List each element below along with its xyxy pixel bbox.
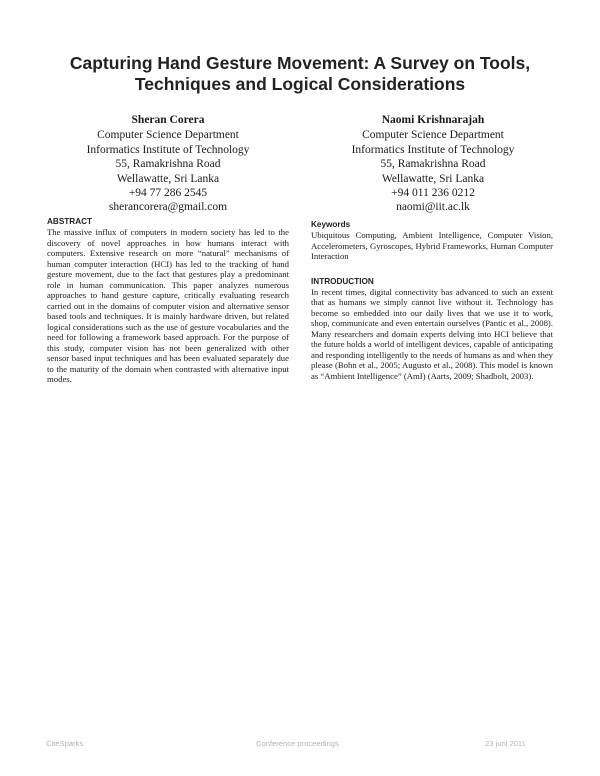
keywords-text: Ubiquitous Computing, Ambient Intelligence, Computer Vision, Accelerometers, Gyroscopes, Hybrid Frameworks, Human Computer Interaction: [311, 230, 553, 261]
author-name: Naomi Krishnarajah: [381, 114, 485, 126]
author-block-2: [313, 113, 553, 215]
paper-title: [40, 53, 560, 95]
author-phone: +94 77 286 2545: [128, 187, 208, 200]
keywords-heading: Keywords: [311, 220, 351, 229]
author-department: Computer Science Department: [97, 129, 239, 142]
left-column: [47, 216, 289, 385]
author-department: Computer Science Department: [362, 129, 504, 142]
author-name: Sheran Corera: [131, 114, 205, 126]
abstract-heading: ABSTRACT: [47, 217, 93, 226]
author-email: sherancorera@gmail.com: [108, 201, 228, 214]
footer-center: Conference proceedings: [256, 739, 339, 748]
author-address: 55, Ramakrishna Road: [380, 158, 486, 171]
footer-left: CiteSparks: [46, 739, 84, 748]
author-institute: Informatics Institute of Technology: [351, 143, 515, 156]
introduction-heading: INTRODUCTION: [311, 276, 374, 286]
author-city: Wellawatte, Sri Lanka: [116, 172, 220, 185]
introduction-text: In recent times, digital connectivity has advanced to such an extent that as humans we simply cannot live without it. Technology has become so embedded into our daily lives that we use it to work, shop, communicate and even entertain ourselves (Pantic et al., 2008). Many researchers and domain experts delving into HCI believe that the future holds a world of intelligent devices, capable of anticipating and responding intelligently to the needs of humans as and when they please (Bohn et al., 2005; Augusto et al., 2008). This model is known as “Ambient Intelligence” (AmI) (Aarts, 2009; Shadbolt, 2003).: [311, 286, 553, 381]
author-institute: Informatics Institute of Technology: [86, 143, 250, 156]
author-email: naomi@iit.ac.lk: [396, 201, 470, 214]
abstract-text: The massive influx of computers in modern society has led to the discovery of novel approaches in how humans interact with computers. Extensive research on more “natural” mechanisms of human computer interaction (HCI) has led to the tracking of hand gesture movement, due to the fact that gestures play a predominant role in human communication. This paper analyzes numerous approaches to hand gesture capture, critically evaluating research carried out in the domains of computer vision and alternative sensor based tools and techniques. It is mainly hardware driven, but related logical considerations such as the use of gesture vocabularies and the need for following a framework based approach. For the purpose of this study, computer vision has not been generalized with other sensor based input techniques and has been evaluated separately due to the maturity of the domain when contrasted with alternative input modes.: [47, 227, 289, 384]
paper-title-line-1: Capturing Hand Gesture Movement: A Survey on Tools,: [69, 53, 531, 73]
author-block-1: [48, 113, 288, 215]
right-column: [311, 219, 553, 381]
author-city: Wellawatte, Sri Lanka: [381, 172, 485, 185]
author-address: 55, Ramakrishna Road: [115, 158, 221, 171]
page-footer: [0, 739, 600, 751]
footer-right: 23 juni 2011: [485, 739, 526, 748]
paper-title-line-2: Techniques and Logical Considerations: [134, 74, 466, 94]
author-phone: +94 011 236 0212: [391, 187, 475, 200]
